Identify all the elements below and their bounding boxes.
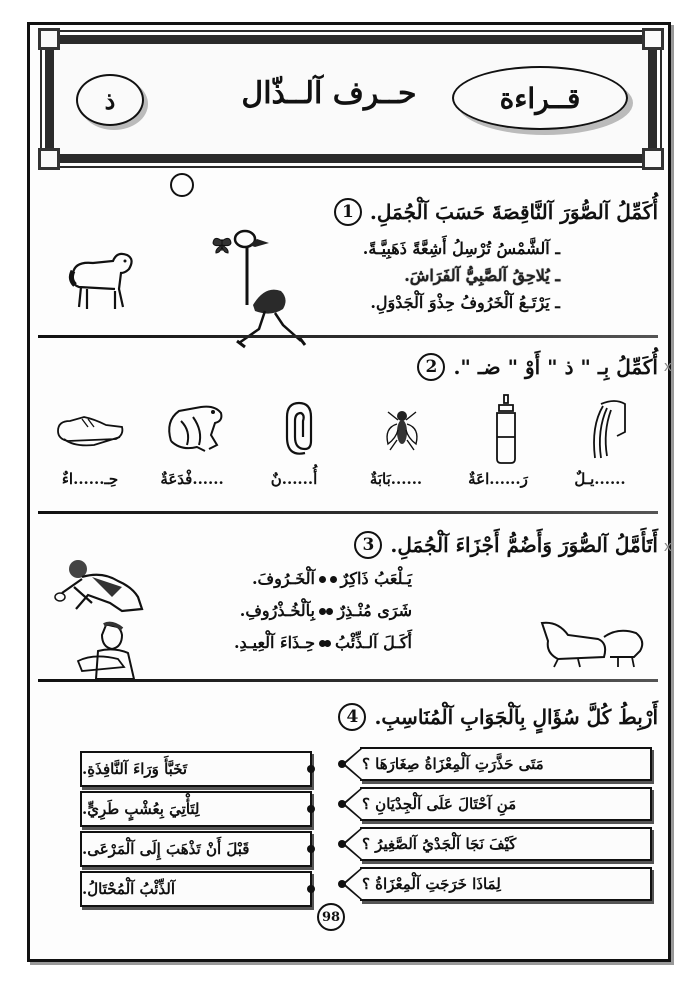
fill-in-word[interactable]: رَ......اعَةٌ — [468, 470, 528, 488]
fill-in-word[interactable]: حِـ......اءٌ — [61, 470, 119, 488]
x-mark: x — [663, 539, 672, 555]
bullet-dot — [330, 576, 337, 583]
banner-corner-ornament — [642, 28, 664, 50]
frog-icon — [154, 393, 234, 465]
sun-circle-blank[interactable] — [170, 173, 194, 197]
fill-in-word[interactable]: أُ......نٌ — [270, 470, 318, 488]
section-2-instruction: أُكَمِّلُ بِـ " ذ " أَوْ " ضـ ". — [453, 355, 658, 379]
sentence-start[interactable]: يَـلْعَبُ ذَاكِرٌ — [320, 563, 412, 595]
worksheet-page — [27, 22, 671, 962]
sheep-icon — [65, 243, 137, 319]
section-3-instruction: أَتَأَمَّلُ آلصُّوَرَ وَأَضُمُّ أَجْزَاءَ آلْجُمَلِ. — [390, 533, 658, 557]
bullet-dot — [319, 640, 326, 647]
section-1 — [30, 173, 670, 338]
sentence-ending[interactable]: آلْخَـرُوفَ. — [234, 563, 330, 595]
connect-dot[interactable] — [307, 885, 315, 893]
question-number: 2 — [417, 353, 445, 381]
picture-row — [50, 393, 650, 465]
shoes-icon — [50, 393, 130, 465]
section-2 — [30, 343, 670, 511]
header-banner — [45, 35, 657, 163]
sentence-1: ـ آلشَّمْسُ تُرْسِلُ أَشِعَّةً ذَهَبِيَّـةً. — [362, 239, 560, 258]
fill-in-word[interactable]: ......بَابَةٌ — [369, 470, 423, 488]
answer-box[interactable]: تَخَبَّأَ وَرَاءَ آلنَّافِذَةِ. — [80, 751, 312, 787]
letter-badge: ذ — [76, 74, 144, 126]
connect-dot[interactable] — [307, 845, 315, 853]
boy-with-net-icon — [225, 225, 325, 359]
sentence-ending[interactable]: حِـذَاءَ آلْعِيـدِ. — [234, 627, 330, 659]
section-4-instruction: أَرْبِطُ كُلَّ سُؤَالٍ بِآلْجَوَابِ آلْمُنَاسِبِ. — [374, 705, 658, 729]
sentence-3: ـ يَرْتَـعُ آلْخَرُوفُ حِذْوَ آلْجَدْوَلِ. — [370, 293, 560, 312]
answer-box[interactable]: لِتَأْتِيَ بِعُشْبٍ طَرِيٍّ. — [80, 791, 312, 827]
fill-in-word[interactable]: ......فْدَعَةٌ — [160, 470, 224, 488]
baby-bottle-icon — [466, 393, 546, 465]
x-mark: x — [663, 359, 672, 375]
banner-corner-ornament — [38, 28, 60, 50]
section-4 — [30, 685, 670, 905]
connect-dot[interactable] — [307, 805, 315, 813]
section-3 — [30, 517, 670, 681]
connect-dot[interactable] — [307, 765, 315, 773]
fly-icon — [362, 393, 442, 465]
question-number: 1 — [334, 198, 362, 226]
boy-playing-top-icon — [52, 557, 152, 621]
section-2-heading — [417, 353, 672, 381]
bullet-dot — [319, 576, 326, 583]
page-number: 98 — [317, 903, 345, 931]
sentence-start[interactable]: شَرَى مُنْـذِرٌ — [320, 595, 412, 627]
section-divider — [38, 511, 658, 514]
section-1-heading — [334, 198, 658, 226]
connect-dot[interactable] — [338, 800, 346, 808]
section-1-sentences — [363, 235, 560, 316]
question-box[interactable]: مَنِ آحْتَالَ عَلَى آلْجِدْيَانِ ؟ — [360, 787, 652, 821]
section-3-heading — [354, 531, 672, 559]
fill-in-word[interactable]: ......يـلٌ — [574, 470, 626, 488]
subject-badge: قــراءة — [452, 66, 628, 130]
sentence-ending[interactable]: بِآلْخُـذْرُوفِ. — [234, 595, 330, 627]
question-box[interactable]: كَيْفَ نَجَا آلْجَدْيُ آلصَّغِيرُ ؟ — [360, 827, 652, 861]
wolf-eating-sheep-icon — [538, 617, 648, 673]
answer-box[interactable]: قَبْلَ أَنْ تَذْهَبَ إِلَى آلْمَرْعَى. — [80, 831, 312, 867]
banner-corner-ornament — [38, 148, 60, 170]
sentence-starts — [320, 563, 412, 659]
section-divider — [38, 679, 658, 682]
horse-tail-icon — [570, 393, 650, 465]
question-number: 3 — [354, 531, 382, 559]
fill-in-words — [40, 470, 650, 488]
section-4-heading — [338, 703, 658, 731]
connect-dot[interactable] — [338, 840, 346, 848]
sentence-endings — [234, 563, 330, 659]
boy-with-shoes-icon — [74, 621, 144, 687]
bullet-dot — [319, 608, 326, 615]
ear-icon — [258, 393, 338, 465]
sentence-start[interactable]: أَكَـلَ آلـذِّئْبُ — [320, 627, 412, 659]
section-divider — [38, 335, 658, 338]
section-1-instruction: أُكَمِّلُ آلصُّوَرَ آلنَّاقِصَةَ حَسَبَ آلْجُمَلِ. — [369, 200, 658, 224]
connect-dot[interactable] — [338, 760, 346, 768]
banner-corner-ornament — [642, 148, 664, 170]
connect-dot[interactable] — [338, 880, 346, 888]
question-number: 4 — [338, 703, 366, 731]
sentence-2: ـ يُلاحِقُ آلصَّبِيُّ آلفَرَاشَ. — [404, 266, 560, 285]
question-box[interactable]: مَتَى حَذَّرَتِ آلْمِعْزَاةُ صِغَارَهَا ؟ — [360, 747, 652, 781]
question-box[interactable]: لِمَاذَا خَرَجَتِ آلْمِعْزَاةُ ؟ — [360, 867, 652, 901]
answer-box[interactable]: آلذِّئْبُ آلْمُحْتَالُ. — [80, 871, 312, 907]
page-title: حــرف آلــذّال — [241, 76, 417, 111]
